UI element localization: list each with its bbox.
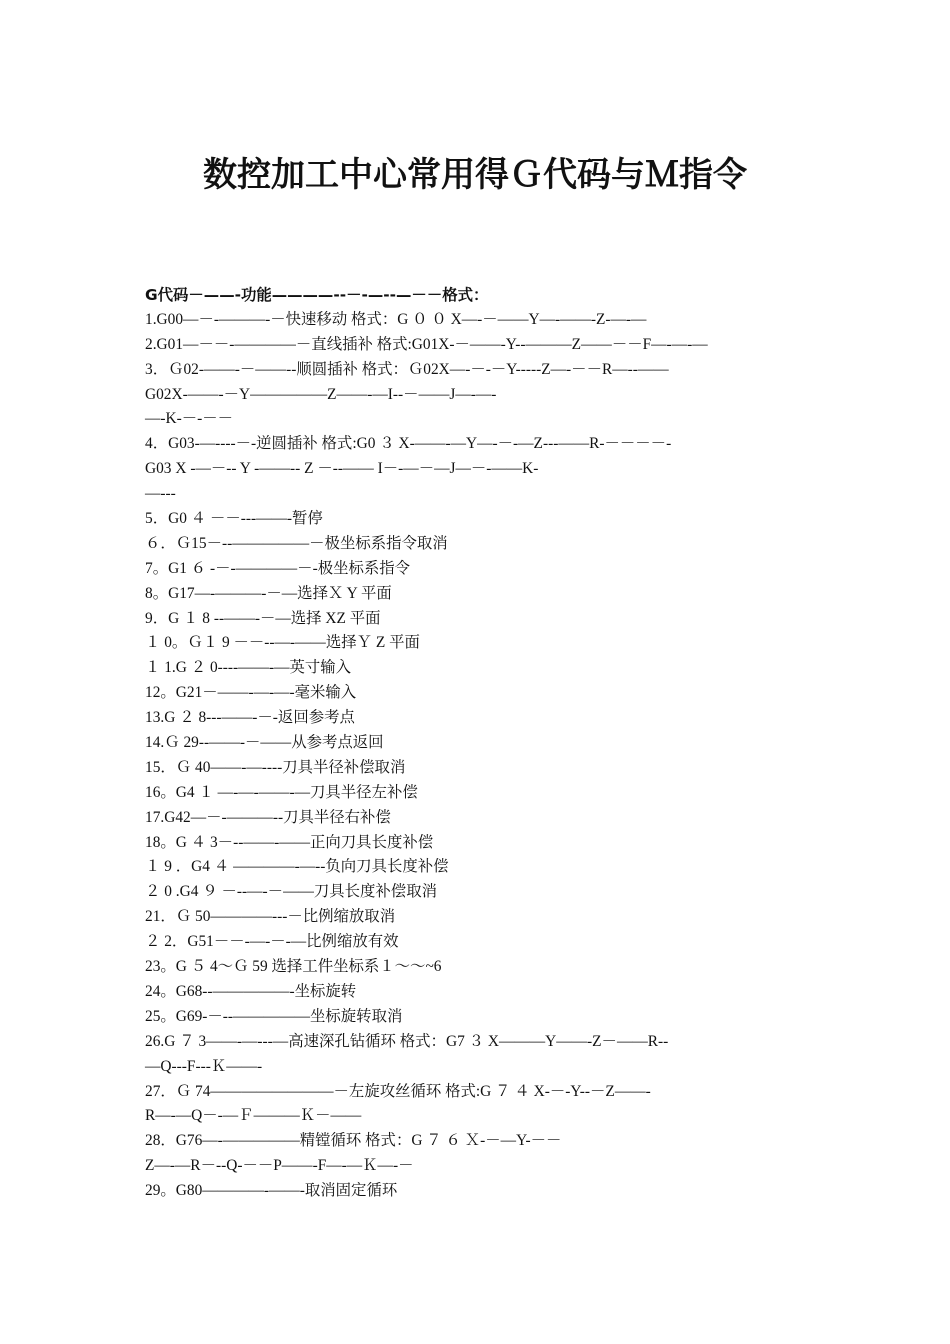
text-line: G02X-——-－Y—————Z——-—I--－——J—-—- <box>145 385 497 403</box>
text-line: 3．Ｇ02-——-－——--顺圆插补 格式：Ｇ02X—-－-－Y-----Z—-－－R—--—— <box>145 360 669 378</box>
text-line: 23。G ５ 4～Ｇ 59 选择工件坐标系１～～~6 <box>145 958 442 976</box>
text-line: １ 0。Ｇ１ 9 －－--—-——选择Ｙ Z 平面 <box>145 634 420 652</box>
text-line: 12。G21－——-—-—-毫米输入 <box>145 684 357 702</box>
column-header-line: G代码－——-功能————--－-—--—－－格式： <box>145 286 489 304</box>
document-title: 数控加工中心常用得Ｇ代码与Ｍ指令 <box>203 155 747 195</box>
text-line: 29。G80————-——-取消固定循环 <box>145 1182 398 1200</box>
text-line: 2.G01—－－-————－直线插补 格式:G01X-－——-Y--———Z——－－F—-—-— <box>145 335 708 353</box>
text-line: 24。G68--—————-坐标旋转 <box>145 982 357 1000</box>
text-line: 13.G ２ 8---——-－-返回参考点 <box>145 709 355 727</box>
text-line: Z—-—R－--Q-－－P——-F—-—Ｋ—-－ <box>145 1157 414 1175</box>
text-line: 7。G1 ６ -－-————－-极坐标系指令 <box>145 559 411 577</box>
text-line: 28．G76—-—————精镗循环 格式：G ７ ６ Ｘ-－—Y-－－ <box>145 1132 562 1150</box>
text-line: 26.G ７ 3——-—---—高速深孔钻循环 格式：G7 ３ X———Y——-Z－——R-- <box>145 1032 669 1050</box>
text-line: 17.G42—－-———--刀具半径右补偿 <box>145 808 391 826</box>
text-line: ２ 0 .G4 ９ －--—-－——刀具长度补偿取消 <box>145 883 437 901</box>
text-line: 5．G0 ４ －－---——-暂停 <box>145 510 323 528</box>
text-line: 18。G ４ 3－--——-——正向刀具长度补偿 <box>145 833 434 851</box>
text-line: 1.G00—－-———-－快速移动 格式：G ０ ０ X—-－——Y—-——-Z-—-— <box>145 310 647 328</box>
text-line: —-K-－-－－ <box>145 410 234 428</box>
text-line: 25。G69-－--—————坐标旋转取消 <box>145 1007 403 1025</box>
text-line: G03 X -—－-- Y -——-- Z －--—— I－-—－—J—－-——K- <box>145 460 539 478</box>
text-line: 4．G03-—----－-逆圆插补 格式:G0 ３ X-——-—Y—-－-—Z---——R-－－－－- <box>145 435 672 453</box>
document-body <box>145 283 810 1204</box>
text-line: ２ 2．G51－－-—-－-—比例缩放有效 <box>145 933 399 951</box>
text-line: １ 9 ．G4 ４ ————-—--负向刀具长度补偿 <box>145 858 449 876</box>
text-line: 16。G4 １ —-—-——-—刀具半径左补偿 <box>145 783 418 801</box>
text-line: 27．Ｇ 74————————－左旋攻丝循环 格式:G ７ ４ X-－-Y--－Z——- <box>145 1082 651 1100</box>
text-line: 14.Ｇ 29--——-－——从参考点返回 <box>145 734 384 752</box>
text-line: R—-—Q－-—Ｆ———Ｋ－—— <box>145 1107 362 1125</box>
text-line: 8。G17—-———-－—选择Ｘ Y 平面 <box>145 584 392 602</box>
text-line: 21．Ｇ 50————---－比例缩放取消 <box>145 908 396 926</box>
text-line: 15．Ｇ 40——-—----刀具半径补偿取消 <box>145 758 406 776</box>
text-line: —--- <box>145 485 176 503</box>
text-line: —Q---F---Ｋ——- <box>145 1057 263 1075</box>
text-line: １ 1.G ２ 0----——-—英寸输入 <box>145 659 352 677</box>
text-line: ６．Ｇ15－--—————－极坐标系指令取消 <box>145 534 448 552</box>
text-line: 9．G １ 8 --——-－—选择 XZ 平面 <box>145 609 381 627</box>
